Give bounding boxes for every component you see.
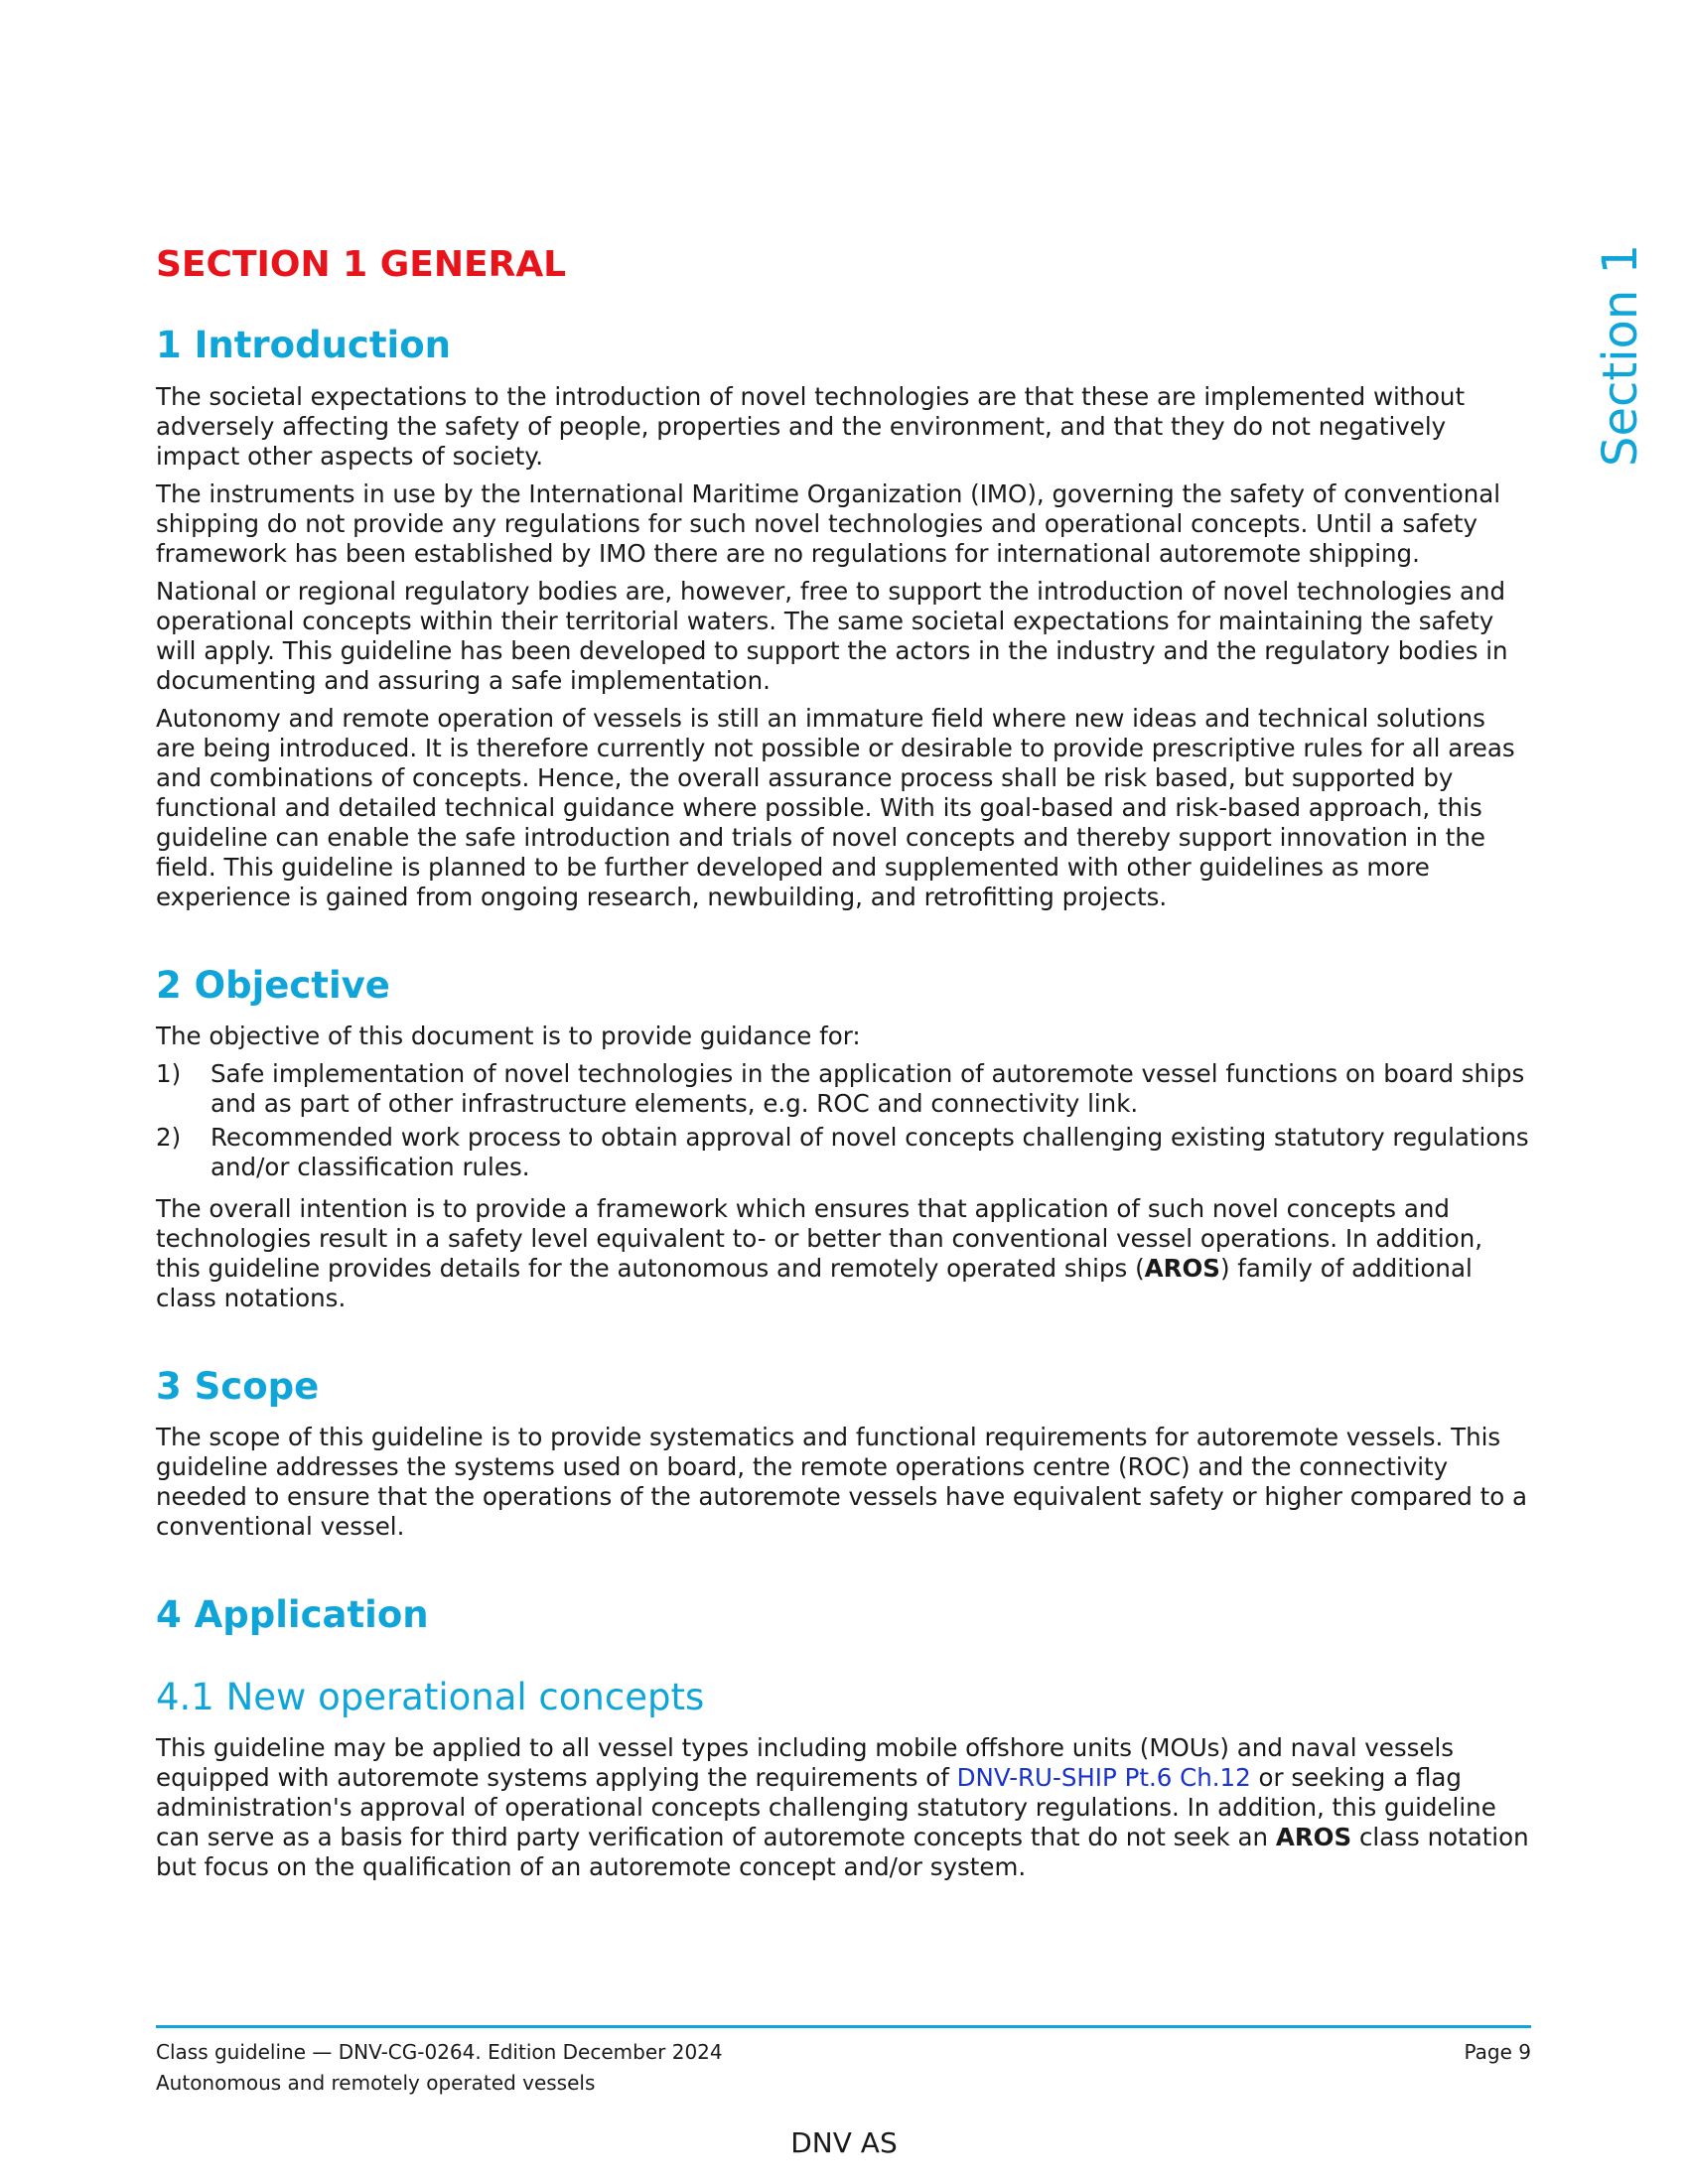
footer-document-title: Autonomous and remotely operated vessels xyxy=(156,2071,596,2095)
application-subheading: 4.1 New operational concepts xyxy=(156,1675,705,1718)
footer-document-id: Class guideline — DNV-CG-0264. Edition December 2024 xyxy=(156,2040,723,2064)
scope-paragraph: The scope of this guideline is to provide systematics and functional requirements for autoremote vessels. This guideline addresses the systems used on board, the remote operations centre (ROC) and the connectivity needed to ensure that the operations of the autoremote vessels have equivalent safety or higher compared to a conventional vessel. xyxy=(156,1423,1528,1542)
list-item xyxy=(156,1059,1531,1119)
scope-heading: 3 Scope xyxy=(156,1364,320,1408)
intro-paragraph: The societal expectations to the introduction of novel technologies are that these are implemented without adversely affecting the safety of people, properties and the environment, and that they do not negatively impact other aspects of society. xyxy=(156,381,1466,471)
list-item-text: Recommended work process to obtain approval of novel concepts challenging existing statutory regulations and/or classification rules. xyxy=(211,1122,1529,1181)
aros-term: AROS xyxy=(1144,1253,1220,1283)
page-number: Page 9 xyxy=(1464,2040,1531,2064)
intro-paragraph: Autonomy and remote operation of vessels is still an immature field where new ideas and technical solutions are being introduced. It is therefore currently not possible or desirable to provide prescriptive rules for all areas and combinations of concepts. Hence, the overall assurance process shall be risk based, but supported by functional and detailed technical guidance where possible. With its goal-based and risk-based approach, this guideline can enable the safe introduction and trials of novel concepts and thereby support innovation in the field. This guideline is planned to be further developed and supplemented with other guidelines as more experience is gained from ongoing research, newbuilding, and retrofitting projects. xyxy=(156,703,1515,911)
objective-section xyxy=(156,964,1531,1313)
list-item-number: 2) xyxy=(156,1122,182,1152)
list-item-number: 1) xyxy=(156,1058,182,1088)
application-text-cont: or seeking a flag administration's approval of operational concepts challenging statutory regulations. In addition, this guideline can serve as a basis for third party verification of autoremote concepts that do not seek an xyxy=(156,1763,1496,1852)
application-paragraph xyxy=(156,1733,1531,1882)
intro-paragraph: The instruments in use by the International Maritime Organization (IMO), governing the safety of conventional shipping do not provide any regulations for such novel technologies and operational concepts. Until a safety framework has been established by IMO there are no regulations for international autoremote shipping. xyxy=(156,478,1501,568)
introduction-heading: 1 Introduction xyxy=(156,324,451,367)
footer-divider xyxy=(156,2025,1531,2028)
scope-section xyxy=(156,1365,1531,1542)
objective-intro: The objective of this document is to provide guidance for: xyxy=(156,1021,861,1050)
objective-closing-text: The overall intention is to provide a framework which ensures that application of such novel concepts and technologies result in a safety level equivalent to- or better than conventional vessel operations. In addition, this guideline provides details for the autonomous and remotely operated ships ( xyxy=(156,1193,1483,1283)
objective-closing xyxy=(156,1194,1531,1313)
section-title: SECTION 1 GENERAL xyxy=(156,244,567,285)
application-section xyxy=(156,1593,1531,1882)
document-body xyxy=(156,243,1531,1890)
intro-paragraph: National or regional regulatory bodies are, however, free to support the introduction of novel technologies and operational concepts within their territorial waters. The same societal expectations for maintaining the safety will apply. This guideline has been developed to support the actors in the industry and the regulatory bodies in documenting and assuring a safe implementation. xyxy=(156,576,1508,695)
rule-reference-link[interactable]: DNV-RU-SHIP Pt.6 Ch.12 xyxy=(956,1763,1251,1793)
application-heading: 4 Application xyxy=(156,1593,429,1637)
introduction-section xyxy=(156,324,1531,911)
list-item xyxy=(156,1123,1531,1182)
application-text-end: class notation but focus on the qualification of an autoremote concept and/or system. xyxy=(156,1823,1529,1882)
objective-list xyxy=(156,1059,1531,1182)
objective-heading: 2 Objective xyxy=(156,963,390,1007)
objective-closing-end: ) family of additional class notations. xyxy=(156,1253,1473,1312)
company-name: DNV AS xyxy=(790,2126,898,2159)
side-section-label: Section 1 xyxy=(1593,243,1648,467)
application-text: This guideline may be applied to all vessel types including mobile offshore units (MOUs) and naval vessels equipped with autoremote systems applying the requirements of xyxy=(156,1733,1455,1793)
list-item-text: Safe implementation of novel technologies in the application of autoremote vessel functions on board ships and as part of other infrastructure elements, e.g. ROC and connectivity link. xyxy=(211,1058,1525,1118)
aros-term: AROS xyxy=(1275,1823,1352,1852)
footer-info xyxy=(156,2037,723,2099)
